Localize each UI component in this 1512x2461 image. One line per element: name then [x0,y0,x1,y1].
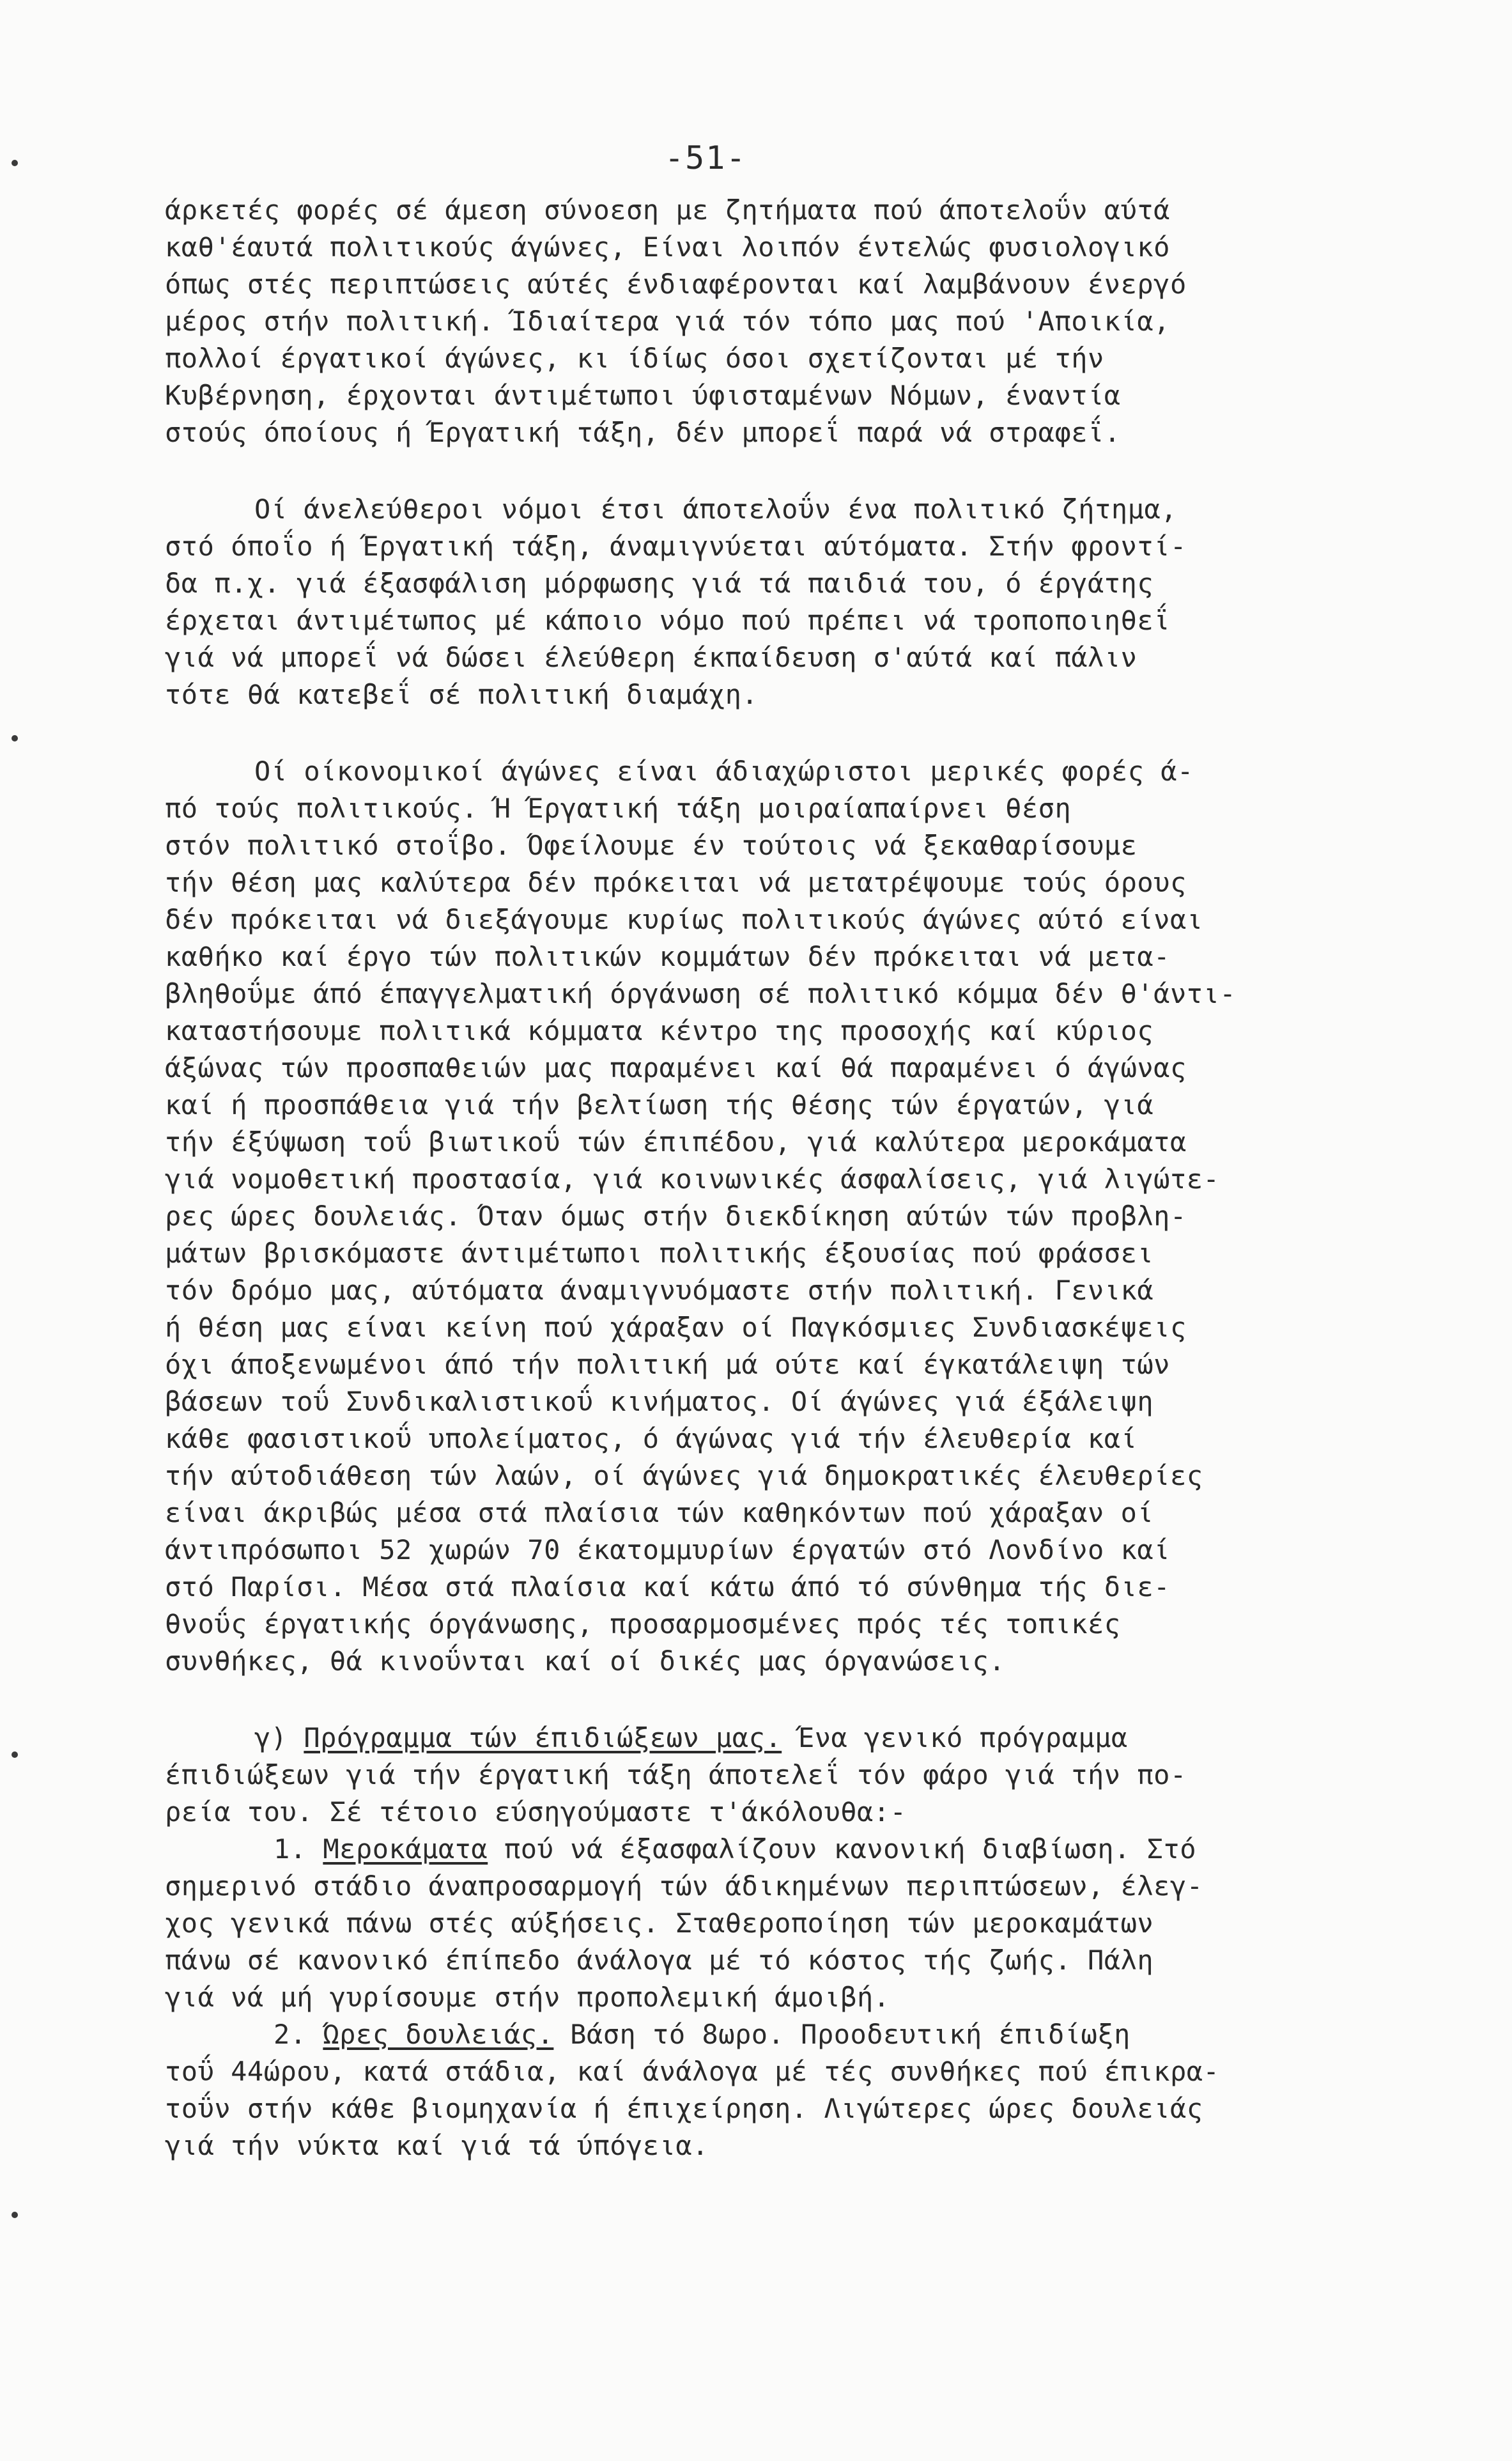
text-line: δέν πρόκειται νά διεξάγουμε κυρίως πολιτικούς άγώνες αύτό είναι [165,904,1203,935]
program-item-1 [165,1831,1379,2016]
text-line: έπιδιώξεων γιά τήν έργατική τάξη άποτελεΐ τόν φάρο γιά τήν πο- [165,1759,1187,1790]
item-first-line [165,1831,1379,1868]
scan-speck-mark [12,735,18,741]
text-line: τοΰν στήν κάθε βιομηχανία ή έπιχείρηση. Λιγώτερες ώρες δουλειάς [165,2093,1203,2124]
text-line: πό τούς πολιτικούς. Ή Έργατική τάξη μοιραίαπαίρνει θέση [165,793,1072,824]
body-text [165,192,1379,2164]
text-line: στούς όποίους ή Έργατική τάξη, δέν μπορεΐ παρά νά στραφεΐ. [165,417,1121,448]
text-line: καί ή προσπάθεια γιά τήν βελτίωση τής θέσης τών έργατών, γιά [165,1089,1154,1121]
page-number: -51- [665,139,747,176]
text-line: μέρος στήν πολιτική. Ίδιαίτερα γιά τόν τόπο μας πού 'Αποικία, [165,306,1170,337]
text-line: άξώνας τών προσπαθειών μας παραμένει καί θά παραμένει ό άγώνας [165,1052,1187,1083]
text-line: μάτων βρισκόμαστε άντιμέτωποι πολιτικής έξουσίας πού φράσσει [165,1238,1154,1269]
text-line: άρκετές φορές σέ άμεση σύνοεση με ζητήματα πού άποτελοΰν αύτά [165,194,1170,226]
text-line: πάνω σέ κανονικό έπίπεδο άνάλογα μέ τό κόστος τής ζωής. Πάλη [165,1945,1154,1976]
text-line: τήν έξύψωση τοΰ βιωτικοΰ τών έπιπέδου, γιά καλύτερα μεροκάματα [165,1126,1187,1158]
text-line: χος γενικά πάνω στές αύξήσεις. Σταθεροποίηση τών μεροκαμάτων [165,1907,1154,1939]
section-heading: Πρόγραμμα τών έπιδιώξεων μας. [304,1722,782,1753]
scan-speck-mark [12,2212,18,2218]
section-marker: γ) [254,1722,304,1753]
text-line: πού νά έξασφαλίζουν κανονική διαβίωση. Στό [488,1833,1197,1865]
paragraph-3 [165,753,1379,1680]
text-line: όπως στές περιπτώσεις αύτές ένδιαφέρονται καί λαμβάνουν ένεργό [165,268,1187,300]
text-line: δα π.χ. γιά έξασφάλιση μόρφωσης γιά τά παιδιά του, ό έργάτης [165,568,1154,599]
text-line: Οί οίκονομικοί άγώνες είναι άδιαχώριστοι μερικές φορές ά- [254,756,1194,787]
item-title: Ώρες δουλειάς. [323,2019,554,2050]
item-title: Μεροκάματα [323,1833,488,1865]
text-line: είναι άκριβώς μέσα στά πλαίσια τών καθηκόντων πού χάραξαν οί [165,1497,1154,1528]
item-first-line [165,2016,1379,2053]
text-line: Βάση τό 8ωρο. Προοδευτική έπιδίωξη [553,2019,1130,2050]
text-line: καθ'έαυτά πολιτικούς άγώνες, Είναι λοιπόν έντελώς φυσιολογικό [165,231,1170,263]
text-line: στόν πολιτικό στοΐβο. Όφείλουμε έν τούτοις νά ξεκαθαρίσουμε [165,830,1138,861]
item-number: 1. [274,1833,323,1865]
text-line: γιά νά μπορεΐ νά δώσει έλεύθερη έκπαίδευση σ'αύτά καί πάλιν [165,642,1138,673]
text-line: τότε θά κατεβεΐ σέ πολιτική διαμάχη. [165,679,759,710]
text-line: βληθοΰμε άπό έπαγγελματική όργάνωση σέ πολιτικό κόμμα δέν θ'άντι- [165,978,1237,1009]
text-line: άντιπρόσωποι 52 χωρών 70 έκατομμυρίων έργατών στό Λονδίνο καί [165,1534,1170,1565]
text-line: καταστήσουμε πολιτικά κόμματα κέντρο της προσοχής καί κύριος [165,1015,1154,1046]
text-line: Οί άνελεύθεροι νόμοι έτσι άποτελοΰν ένα πολιτικό ζήτημα, [254,493,1178,525]
paragraph-1 [165,192,1379,451]
text-line: πολλοί έργατικοί άγώνες, κι ίδίως όσοι σχετίζονται μέ τήν [165,343,1104,374]
text-line: τήν αύτοδιάθεση τών λαών, οί άγώνες γιά δημοκρατικές έλευθερίες [165,1460,1203,1491]
text-line: θνοΰς έργατικής όργάνωσης, προσαρμοσμένες πρός τές τοπικές [165,1608,1121,1640]
text-line: γιά τήν νύκτα καί γιά τά ύπόγεια. [165,2130,709,2161]
text-line: τοΰ 44ώρου, κατά στάδια, καί άνάλογα μέ τές συνθήκες πού έπικρα- [165,2056,1220,2087]
scan-speck-mark [12,1751,18,1758]
program-item-2 [165,2016,1379,2164]
text-line: γιά νά μή γυρίσουμε στήν προπολεμική άμοιβή. [165,1982,890,2013]
text-line: τήν θέση μας καλύτερα δέν πρόκειται νά μετατρέψουμε τούς όρους [165,867,1187,898]
paragraph-2 [165,491,1379,713]
text-line: κάθε φασιστικοΰ υπολείματος, ό άγώνας γιά τήν έλευθερία καί [165,1423,1138,1454]
text-line: καθήκο καί έργο τών πολιτικών κομμάτων δέν πρόκειται νά μετα- [165,941,1170,972]
text-line: στό Παρίσι. Μέσα στά πλαίσια καί κάτω άπό τό σύνθημα τής διε- [165,1571,1170,1603]
text-line: συνθήκες, θά κινοΰνται καί οί δικές μας όργανώσεις. [165,1645,1006,1677]
text-line: Ένα γενικό πρόγραμμα [782,1722,1128,1753]
text-line: έρχεται άντιμέτωπος μέ κάποιο νόμο πού πρέπει νά τροποποιηθεΐ [165,605,1170,636]
program-section [165,1720,1379,2164]
text-line: γιά νομοθετική προστασία, γιά κοινωνικές άσφαλίσεις, γιά λιγώτε- [165,1163,1220,1195]
text-line: βάσεων τοΰ Συνδικαλιστικοΰ κινήματος. Οί άγώνες γιά έξάλειψη [165,1386,1154,1417]
text-line: τόν δρόμο μας, αύτόματα άναμιγνυόμαστε στήν πολιτική. Γενικά [165,1275,1154,1306]
program-heading-line [165,1720,1379,1757]
text-line: στό όποΐο ή Έργατική τάξη, άναμιγνύεται αύτόματα. Στήν φροντί- [165,531,1187,562]
text-line: ρεία του. Σέ τέτοιο εύσηγούμαστε τ'άκόλουθα:- [165,1796,907,1828]
text-line: ρες ώρες δουλειάς. Όταν όμως στήν διεκδίκηση αύτών τών προβλη- [165,1200,1187,1232]
item-number: 2. [274,2019,323,2050]
text-line: όχι άποξενωμένοι άπό τήν πολιτική μά ούτε καί έγκατάλειψη τών [165,1349,1170,1380]
text-line: ή θέση μας είναι κείνη πού χάραξαν οί Παγκόσμιες Συνδιασκέψεις [165,1312,1187,1343]
text-line: Κυβέρνηση, έρχονται άντιμέτωποι ύφισταμένων Νόμων, έναντία [165,380,1121,411]
text-line: σημερινό στάδιο άναπροσαρμογή τών άδικημένων περιπτώσεων, έλεγ- [165,1870,1203,1902]
scan-speck-mark [12,160,18,166]
